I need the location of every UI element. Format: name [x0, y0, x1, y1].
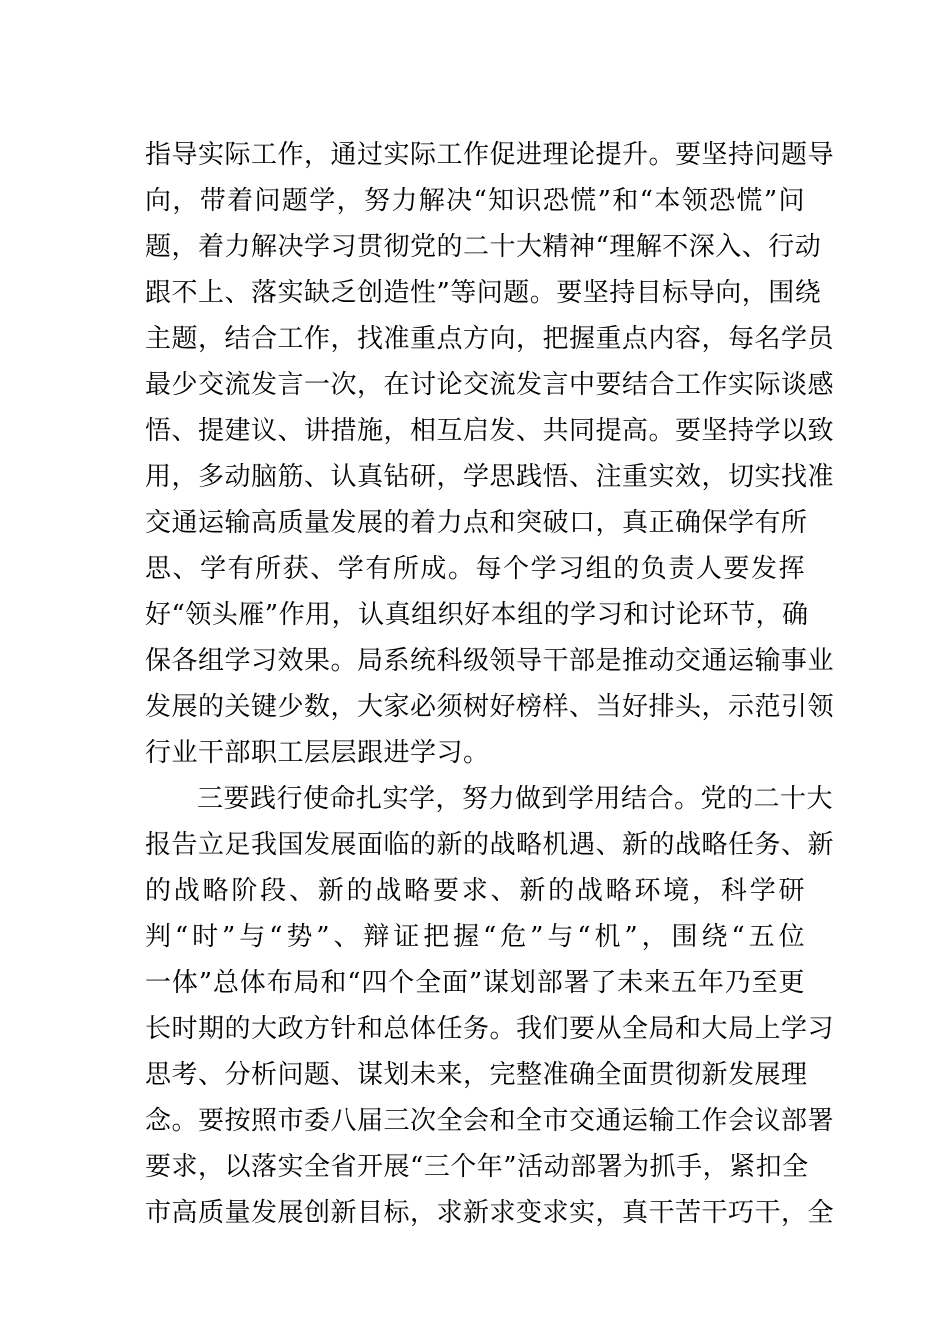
text-line: 判“时”与“势”、辩证把握“危”与“机”，围绕“五位 [145, 922, 805, 952]
text-line: 题，着力解决学习贯彻党的二十大精神“理解不深入、行动 [145, 232, 822, 262]
paragraph-1 [145, 132, 835, 776]
text-line: 指导实际工作，通过实际工作促进理论提升。要坚持问题导 [145, 140, 835, 170]
text-line: 跟不上、落实缺乏创造性”等问题。要坚持目标导向，围绕 [145, 278, 822, 308]
text-line: 报告立足我国发展面临的新的战略机遇、新的战略任务、新 [145, 830, 835, 860]
text-line: 好“领头雁”作用，认真组织好本组的学习和讨论环节，确 [145, 600, 809, 630]
text-line: 发展的关键少数，大家必须树好榜样、当好排头，示范引领 [145, 692, 835, 722]
text-line: 最少交流发言一次，在讨论交流发言中要结合工作实际谈感 [145, 370, 835, 400]
text-line: 市高质量发展创新目标，求新求变求实，真干苦干巧干，全 [145, 1198, 835, 1228]
text-line: 交通运输高质量发展的着力点和突破口，真正确保学有所 [145, 508, 808, 538]
text-line: 悟、提建议、讲措施，相互启发、共同提高。要坚持学以致 [145, 416, 835, 446]
text-line: 一体”总体布局和“四个全面”谋划部署了未来五年乃至更 [145, 968, 805, 998]
text-line: 三要践行使命扎实学，努力做到学用结合。党的二十大 [197, 784, 834, 814]
text-line: 主题，结合工作，找准重点方向，把握重点内容，每名学员 [145, 324, 835, 354]
text-line: 保各组学习效果。局系统科级领导干部是推动交通运输事业 [145, 646, 835, 676]
text-line: 用，多动脑筋、认真钻研，学思践悟、注重实效，切实找准 [145, 462, 835, 492]
text-line: 思考、分析问题、谋划未来，完整准确全面贯彻新发展理 [145, 1060, 808, 1090]
body-text [145, 132, 835, 1236]
text-line: 的战略阶段、新的战略要求、新的战略环境，科学研 [145, 876, 805, 906]
text-line: 向，带着问题学，努力解决“知识恐慌”和“本领恐慌”问 [145, 186, 805, 216]
text-line: 行业干部职工层层跟进学习。 [145, 738, 490, 768]
text-line: 要求，以落实全省开展“三个年”活动部署为抓手，紧扣全 [145, 1152, 809, 1182]
text-line: 长时期的大政方针和总体任务。我们要从全局和大局上学习 [145, 1014, 835, 1044]
text-line: 思、学有所获、学有所成。每个学习组的负责人要发挥 [145, 554, 805, 584]
text-line: 念。要按照市委八届三次全会和全市交通运输工作会议部署 [145, 1106, 835, 1136]
paragraph-2 [145, 776, 835, 1236]
